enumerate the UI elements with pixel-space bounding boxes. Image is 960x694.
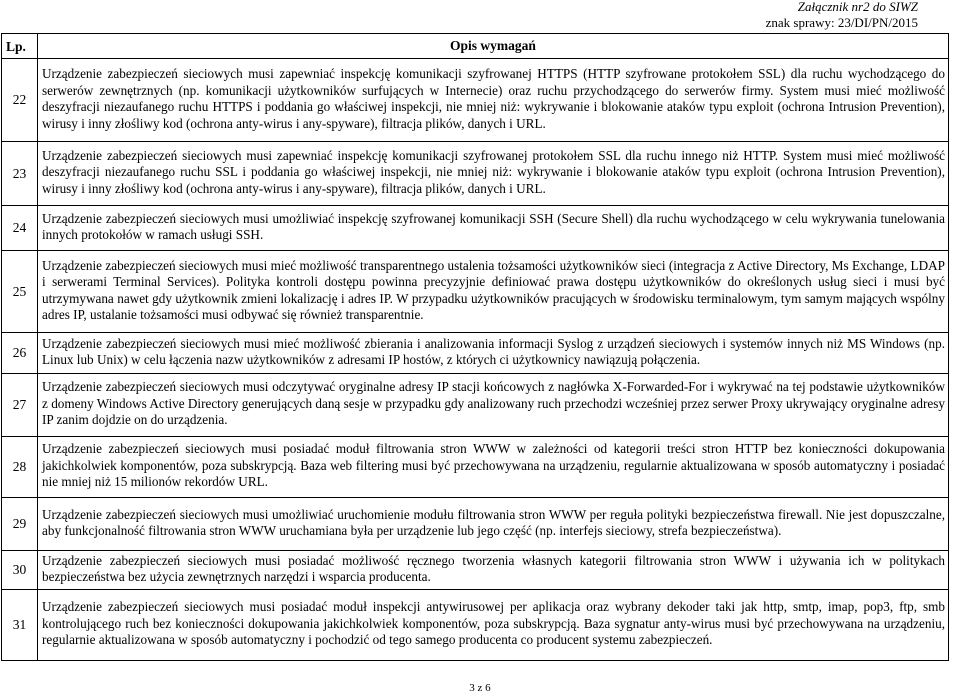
requirement-text: Urządzenie zabezpieczeń sieciowych musi zapewniać inspekcję komunikacji szyfrowanej protokołem SSL dla ruchu innego niż HTTP. System musi mieć możliwość deszyfracji niezaufanego ruchu SSL i poddania go właściwej inspekcji, nie mniej niż: wykrywanie i blokowanie ataków typu exploit (ochrona Intrusion Prevention), wirusy i inny złośliwy kod (ochrona anty-wirus i any-spyware), filtracja plików, danych i URL. [38,142,949,206]
row-number: 28 [2,437,38,498]
table-row [2,206,949,251]
requirement-text: Urządzenie zabezpieczeń sieciowych musi mieć możliwość zbierania i analizowania informacji Syslog z urządzeń sieciowych i systemów innych niż MS Windows (np. Linux lub Unix) w celu łączenia nazw użytkowników z adresami IP hostów, z których ci użytkownicy nawiązują połączenia. [38,333,949,374]
requirement-text: Urządzenie zabezpieczeń sieciowych musi mieć możliwość transparentnego ustalenia tożsamości użytkowników sieci (integracja z Active Directory, Ms Exchange, LDAP i serwerami Terminal Services). Polityka kontroli dostępu powinna precyzyjnie definiować prawa dostępu użytkowników do określonych usług sieci i musi być utrzymywana nawet gdy użytkownik zmieni lokalizację i adres IP. W przypadku użytkowników pracujących w środowisku terminalowym, tym samym mających wspólny adres IP, ustalanie tożsamości musi odbywać się również transparentnie. [38,251,949,333]
page-number: 3 z 6 [469,682,491,694]
table-row [2,498,949,551]
table-row [2,551,949,590]
table-row [2,59,949,142]
table-header-row [2,34,949,59]
requirement-text: Urządzenie zabezpieczeń sieciowych musi posiadać moduł inspekcji antywirusowej per aplikacja oraz wybrany dekoder taki jak http, smtp, imap, pop3, ftp, smb kontrolującego ruch bez konieczności dokupowania jakichkolwiek komponentów, poza subskrypcją. Baza sygnatur anty-wirus musi być przechowywana na urządzeniu, regularnie aktualizowana w sposób automatyczny i pochodzić od tego samego producenta co producent systemu zabezpieczeń. [38,590,949,661]
attachment-label: Załącznik nr2 do SIWZ [797,0,918,14]
row-number: 31 [2,590,38,661]
requirement-text: Urządzenie zabezpieczeń sieciowych musi umożliwiać inspekcję szyfrowanej komunikacji SSH (Secure Shell) dla ruchu wychodzącego w celu wykrywania tunelowania innych protokołów w ramach usługi SSH. [38,206,949,251]
requirements-table [1,33,949,661]
row-number: 27 [2,374,38,437]
table-row [2,437,949,498]
row-number: 26 [2,333,38,374]
row-number: 24 [2,206,38,251]
case-number: znak sprawy: 23/DI/PN/2015 [765,15,918,30]
row-number: 29 [2,498,38,551]
requirement-text: Urządzenie zabezpieczeń sieciowych musi odczytywać oryginalne adresy IP stacji końcowych z nagłówka X-Forwarded-For i wykrywać na tej podstawie użytkowników z domeny Windows Active Directory generujących daną sesje w przypadku gdy analizowany ruch przechodzi wcześniej przez serwer Proxy ukrywający oryginalne adresy IP zanim dojdzie on do urządzenia. [38,374,949,437]
table-row [2,251,949,333]
row-number: 30 [2,551,38,590]
document-header [766,0,918,31]
requirement-text: Urządzenie zabezpieczeń sieciowych musi posiadać moduł filtrowania stron WWW w zależności od kategorii treści stron HTTP bez konieczności dokupowania jakichkolwiek komponentów, poza subskrypcją. Baza web filtering musi być przechowywana na urządzeniu, regularnie aktualizowana w sposób automatyczny i posiadać nie mniej niż 15 milionów rekordów URL. [38,437,949,498]
row-number: 25 [2,251,38,333]
table-row [2,142,949,206]
table-row [2,374,949,437]
table-row [2,333,949,374]
requirement-text: Urządzenie zabezpieczeń sieciowych musi posiadać możliwość ręcznego tworzenia własnych kategorii filtrowania stron WWW i używania ich w politykach bezpieczeństwa bez użycia zewnętrznych narzędzi i wsparcia producenta. [38,551,949,590]
column-header-lp: Lp. [2,34,38,59]
table-row [2,590,949,661]
requirement-text: Urządzenie zabezpieczeń sieciowych musi zapewniać inspekcję komunikacji szyfrowanej HTTPS (HTTP szyfrowane protokołem SSL) dla ruchu wychodzącego do serwerów zewnętrznych (np. komunikacji użytkowników surfujących w Internecie) oraz ruchu przychodzącego do serwerów firmy. System musi mieć możliwość deszyfracji niezaufanego ruchu HTTPS i poddania go właściwej inspekcji, nie mniej niż: wykrywanie i blokowanie ataków typu exploit (ochrona Intrusion Prevention), wirusy i inny złośliwy kod (ochrona anty-wirus i any-spyware), filtracja plików, danych i URL. [38,59,949,142]
requirement-text: Urządzenie zabezpieczeń sieciowych musi umożliwiać uruchomienie modułu filtrowania stron WWW per reguła polityki bezpieczeństwa firewall. Nie jest dopuszczalne, aby funkcjonalność filtrowania stron WWW uruchamiana była per urządzenie lub jego część (np. interfejs sieciowy, strefa bezpieczeństwa). [38,498,949,551]
row-number: 23 [2,142,38,206]
column-header-description: Opis wymagań [38,34,949,59]
row-number: 22 [2,59,38,142]
